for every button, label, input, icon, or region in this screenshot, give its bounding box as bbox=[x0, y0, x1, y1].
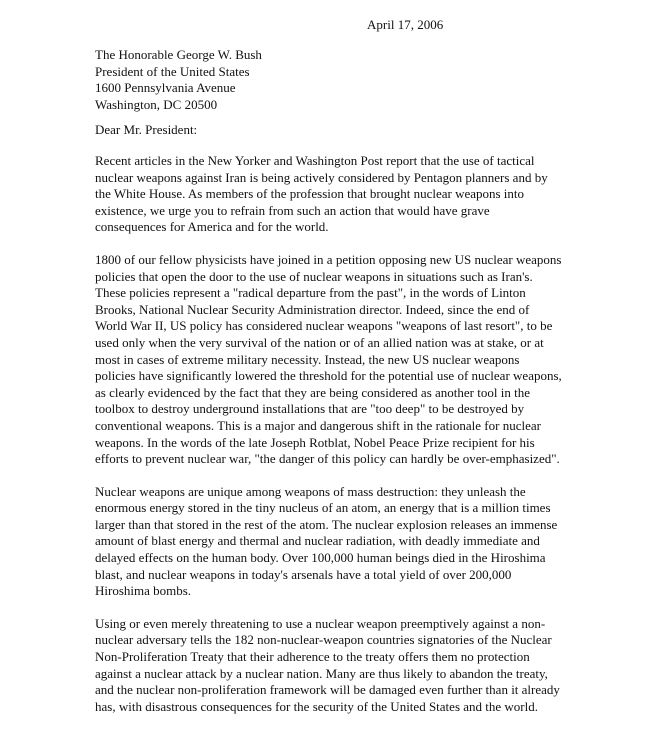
text-line: Non-Proliferation Treaty that their adherence to the treaty offers them no protection bbox=[95, 649, 530, 665]
recipient-address bbox=[95, 47, 262, 113]
text-line: the White House. As members of the profession that brought nuclear weapons into bbox=[95, 186, 525, 202]
text-line: World War II, US policy has considered nuclear weapons "weapons of last resort", to be bbox=[95, 318, 553, 334]
text-line: as clearly evidenced by the fact that they are being considered as another tool in the bbox=[95, 384, 530, 400]
paragraph-3 bbox=[95, 484, 565, 600]
text-line: policies that open the door to the use of nuclear weapons in situations such as Iran's. bbox=[95, 268, 533, 284]
text-line: conventional weapons. This is a major and dangerous shift in the rationale for nuclear bbox=[95, 417, 541, 433]
text-line: policies have significantly lowered the threshold for the potential use of nuclear weapons, bbox=[95, 368, 562, 384]
paragraph-1 bbox=[95, 153, 565, 236]
text-line: amount of blast energy and thermal and nuclear radiation, with deadly immediate and bbox=[95, 533, 540, 549]
text-line: enormous energy stored in the tiny nucleus of an atom, an energy that is a million times bbox=[95, 500, 551, 516]
recipient-line: Washington, DC 20500 bbox=[95, 96, 218, 112]
text-line: Recent articles in the New Yorker and Washington Post report that the use of tactical bbox=[95, 153, 535, 168]
text-line: efforts to prevent nuclear war, "the danger of this policy can hardly be over-emphasized". bbox=[95, 451, 560, 467]
text-line: toolbox to destroy underground installations that are "too deep" to be destroyed by bbox=[95, 401, 525, 417]
text-line: used only when the very survival of the nation or of an allied nation was at stake, or at bbox=[95, 334, 544, 350]
text-line: blast, and nuclear weapons in today's arsenals have a total yield of over 200,000 bbox=[95, 566, 512, 582]
text-line: consequences for America and for the world. bbox=[95, 219, 329, 235]
salutation: Dear Mr. President: bbox=[95, 122, 198, 137]
text-line: These policies represent a "radical departure from the past", in the words of Linton bbox=[95, 285, 526, 301]
text-line: 1800 of our fellow physicists have joined in a petition opposing new US nuclear weapons bbox=[95, 251, 562, 267]
text-line: nuclear adversary tells the 182 non-nuclear-weapon countries signatories of the Nuclear bbox=[95, 632, 552, 648]
text-line: against a nuclear attack by a nuclear nation. Many are thus likely to abandon the treaty, bbox=[95, 665, 548, 681]
text-line: weapons. In the words of the late Joseph Rotblat, Nobel Peace Prize recipient for his bbox=[95, 434, 535, 450]
text-line: Using or even merely threatening to use a nuclear weapon preemptively against a non- bbox=[95, 615, 546, 631]
recipient-line: 1600 Pennsylvania Avenue bbox=[95, 80, 236, 96]
text-line: larger than that stored in the rest of the atom. The nuclear explosion releases an immense bbox=[95, 516, 558, 532]
recipient-line: President of the United States bbox=[95, 63, 250, 79]
text-line: Brooks, National Nuclear Security Administration director. Indeed, since the end of bbox=[95, 301, 530, 317]
text-line: Nuclear weapons are unique among weapons of mass destruction: they unleash the bbox=[95, 483, 526, 499]
text-line: most in cases of extreme military necessity. Instead, the new US nuclear weapons bbox=[95, 351, 520, 367]
recipient-line: The Honorable George W. Bush bbox=[95, 47, 262, 62]
paragraph-4 bbox=[95, 616, 565, 716]
text-line: has, with disastrous consequences for the security of the United States and the world. bbox=[95, 698, 538, 714]
letter-date: April 17, 2006 bbox=[367, 17, 444, 32]
text-line: delayed effects on the human body. Over 100,000 human beings died in the Hiroshima bbox=[95, 550, 546, 566]
letter-body bbox=[95, 153, 565, 731]
text-line: Hiroshima bombs. bbox=[95, 583, 192, 599]
text-line: existence, we urge you to refrain from such an action that would have grave bbox=[95, 202, 490, 218]
text-line: nuclear weapons against Iran is being actively considered by Pentagon planners and by bbox=[95, 169, 548, 185]
paragraph-2 bbox=[95, 252, 565, 468]
text-line: and the nuclear non-proliferation framework will be damaged even further than it already bbox=[95, 682, 560, 698]
